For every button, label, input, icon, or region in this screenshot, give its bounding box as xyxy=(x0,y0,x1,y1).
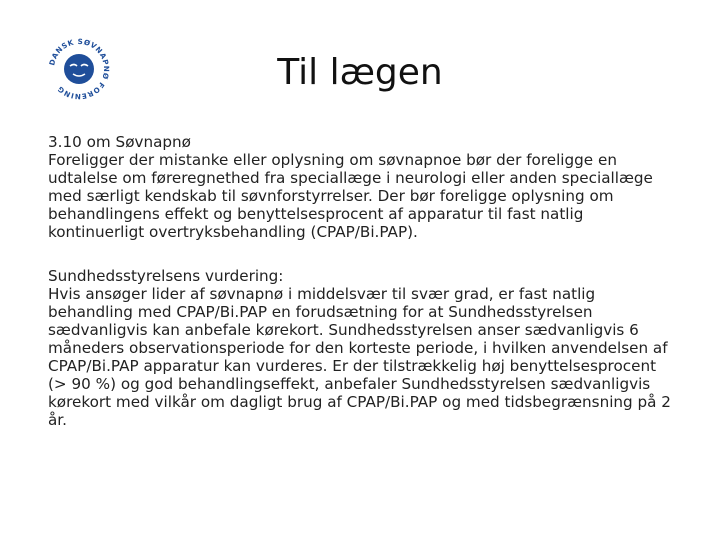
paragraph-assessment: Hvis ansøger lider af søvnapnø i middelsvær til svær grad, er fast natlig behandling med CPAP/Bi.PAP en forudsætning for at Sundhedsstyrelsen sædvanligvis kan anbefale kørekort. Sundhedsstyrelsen anser sædvanligvis 6 måneders observationsperiode for den korteste periode, i hvilken anvendelsen af CPAP/Bi.PAP apparatur kan vurderes. Er der tilstrækkelig høj benyttelsesprocent (> 90 %) og god behandlingseffekt, anbefaler Sundhedsstyrelsen sædvanligvis kørekort med vilkår om dagligt brug af CPAP/Bi.PAP og med tidsbegrænsning på 2 år. xyxy=(48,285,671,429)
assessment-heading: Sundhedsstyrelsens vurdering: xyxy=(48,267,284,285)
section-heading: 3.10 om Søvnapnø xyxy=(48,133,191,151)
slide-title: Til lægen xyxy=(277,52,443,93)
logo-graphic xyxy=(46,36,112,102)
association-logo xyxy=(46,36,112,102)
logo-text: DANSK SØVNAPNØ FORENING xyxy=(47,36,112,102)
logo-circle xyxy=(64,54,94,84)
slide-body xyxy=(48,133,678,429)
paragraph-requirements: Foreligger der mistanke eller oplysning om søvnapnoe bør der foreligge en udtalelse om føreregnethed fra speciallæge i neurologi eller anden speciallæge med særligt kendskab til søvnforstyrrelser. Der bør foreligge oplysning om behandlingens effekt og benyttelsesprocent af apparatur til fast natlig kontinuerligt overtryksbehandling (CPAP/Bi.PAP). xyxy=(48,151,653,241)
